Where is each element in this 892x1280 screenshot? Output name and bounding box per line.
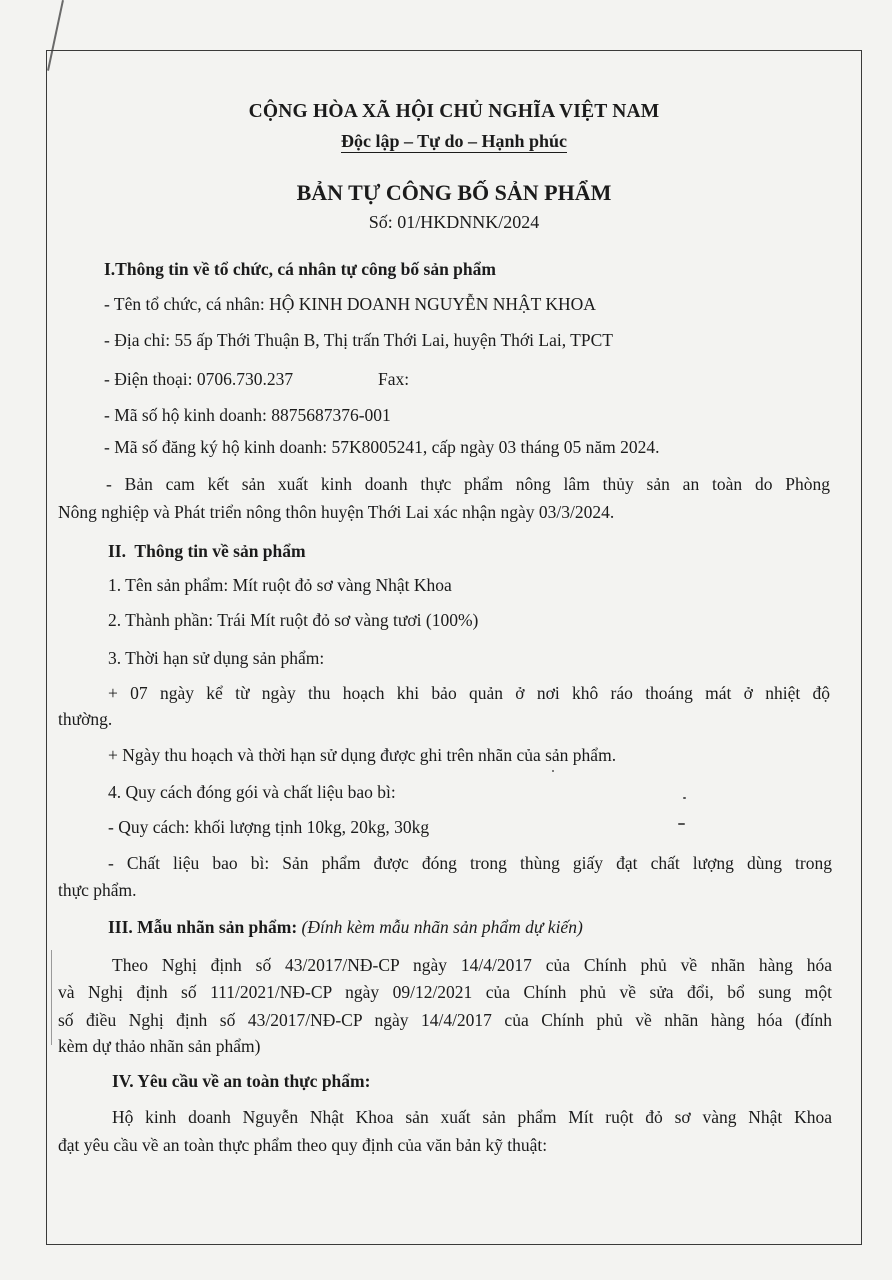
shelf-life: 3. Thời hạn sử dụng sản phẩm:: [108, 648, 325, 668]
commitment-line-2: Nông nghiệp và Phát triển nông thôn huyện Thới Lai xác nhận ngày 03/3/2024.: [58, 502, 615, 522]
org-name: - Tên tổ chức, cá nhân: HỘ KINH DOANH NGUYỄN NHẬT KHOA: [104, 294, 596, 314]
shelf-life-item-1-cont: thường.: [58, 709, 113, 729]
document-title: BẢN TỰ CÔNG BỐ SẢN PHẨM: [296, 180, 612, 205]
section-4-heading: IV. Yêu cầu về an toàn thực phẩm:: [112, 1071, 371, 1091]
motto-text: Độc lập – Tự do – Hạnh phúc: [340, 131, 568, 151]
country-name: CỘNG HÒA XÃ HỘI CHỦ NGHĨA VIỆT NAM: [248, 101, 660, 122]
section-3-note: (Đính kèm mẫu nhãn sản phẩm dự kiến): [301, 917, 583, 937]
shelf-life-item-2: + Ngày thu hoạch và thời hạn sử dụng được ghi trên nhãn của sản phẩm.: [108, 745, 617, 765]
section-1-heading: I.Thông tin về tổ chức, cá nhân tự công bố sản phẩm: [104, 259, 496, 279]
scan-speck: [683, 797, 686, 799]
ingredients: 2. Thành phần: Trái Mít ruột đỏ sơ vàng tươi (100%): [108, 610, 479, 630]
commitment-line-1: - Bản cam kết sản xuất kinh doanh thực phẩm nông lâm thủy sản an toàn do Phòng: [106, 474, 830, 494]
business-code: - Mã số hộ kinh doanh: 8875687376-001: [104, 405, 391, 425]
motto: [46, 131, 862, 152]
packaging-spec: - Quy cách: khối lượng tịnh 10kg, 20kg, 30kg: [108, 817, 430, 837]
scan-speck: [678, 823, 685, 825]
section-2-heading: II. Thông tin về sản phẩm: [108, 541, 306, 561]
fax: Fax:: [378, 369, 410, 389]
registration: - Mã số đăng ký hộ kinh doanh: 57K8005241, cấp ngày 03 tháng 05 năm 2024.: [104, 437, 660, 457]
packaging: 4. Quy cách đóng gói và chất liệu bao bì:: [108, 782, 396, 802]
packaging-material-line-2: thực phẩm.: [58, 880, 137, 900]
phone: - Điện thoại: 0706.730.237: [104, 369, 294, 389]
section-3-title: III. Mẫu nhãn sản phẩm:: [108, 917, 298, 937]
decree-line-2: và Nghị định số 111/2021/NĐ-CP ngày 09/12/2021 của Chính phủ về sửa đổi, bổ sung một: [58, 982, 832, 1002]
food-safety-line-2: đạt yêu cầu về an toàn thực phẩm theo quy định của văn bản kỹ thuật:: [58, 1135, 548, 1155]
packaging-material-line-1: - Chất liệu bao bì: Sản phẩm được đóng trong thùng giấy đạt chất lượng dùng trong: [108, 853, 832, 873]
decree-line-3: số điều Nghị định số 43/2017/NĐ-CP ngày 14/4/2017 của Chính phủ về nhãn hàng hóa (đính: [58, 1010, 832, 1030]
food-safety-line-1: Hộ kinh doanh Nguyễn Nhật Khoa sản xuất sản phẩm Mít ruột đỏ sơ vàng Nhật Khoa: [112, 1107, 832, 1127]
product-name: 1. Tên sản phẩm: Mít ruột đỏ sơ vàng Nhật Khoa: [108, 575, 452, 595]
scan-speck: [552, 770, 554, 772]
address: - Địa chỉ: 55 ấp Thới Thuận B, Thị trấn Thới Lai, huyện Thới Lai, TPCT: [104, 330, 613, 350]
decree-line-1: Theo Nghị định số 43/2017/NĐ-CP ngày 14/4/2017 của Chính phủ về nhãn hàng hóa: [112, 955, 832, 975]
section-3-heading: [108, 917, 583, 937]
document-number: Số: 01/HKDNNK/2024: [368, 212, 540, 232]
decree-line-4: kèm dự thảo nhãn sản phẩm): [58, 1036, 261, 1056]
shelf-life-item-1: + 07 ngày kể từ ngày thu hoạch khi bảo quản ở nơi khô ráo thoáng mát ở nhiệt độ: [108, 683, 830, 703]
